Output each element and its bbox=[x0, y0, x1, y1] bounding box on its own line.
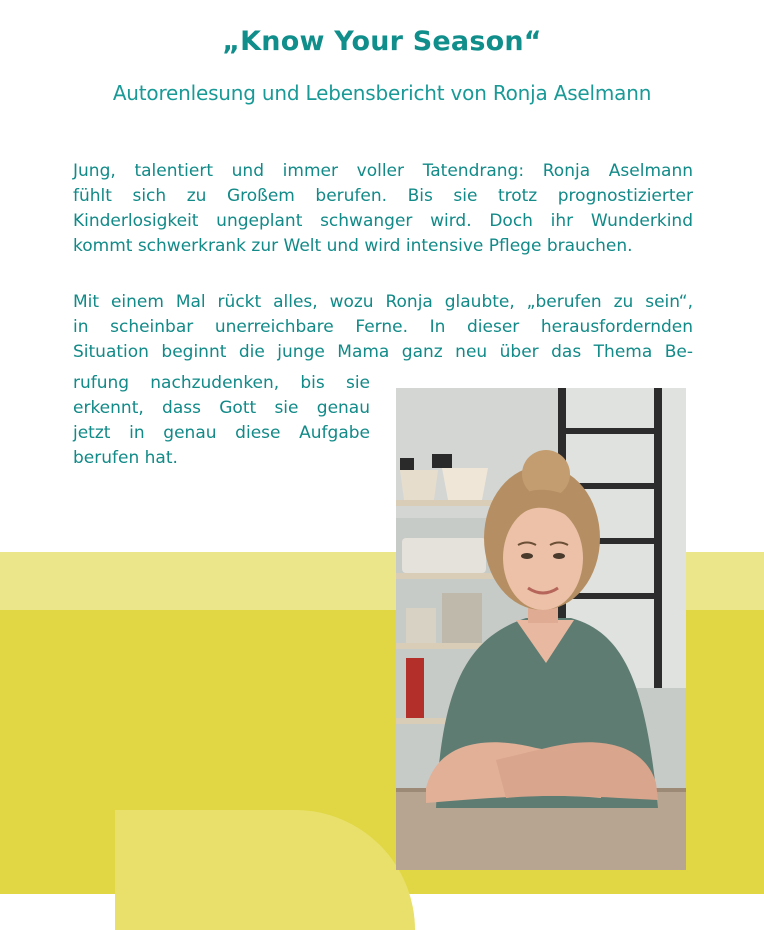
text-line: in scheinbar unerreichbare Ferne. In dieser herausfordernden bbox=[73, 317, 693, 337]
text-line: Situation beginnt die junge Mama ganz neu über das Thema Be- bbox=[73, 342, 693, 362]
page-title: „Know Your Season“ bbox=[222, 26, 542, 57]
paragraph-1 bbox=[73, 159, 693, 259]
text-line: Jung, talentiert und immer voller Tatendrang: Ronja Aselmann bbox=[73, 161, 693, 181]
text-line: erkennt, dass Gott sie genau bbox=[73, 398, 370, 418]
paragraph-2 bbox=[73, 290, 693, 365]
text-line: Mit einem Mal rückt alles, wozu Ronja glaubte, „berufen zu sein“, bbox=[73, 292, 693, 312]
text-line: berufen hat. bbox=[73, 448, 178, 468]
text-line: jetzt in genau diese Aufgabe bbox=[73, 423, 370, 443]
text-line: rufung nachzudenken, bis sie bbox=[73, 373, 370, 393]
page-subtitle: Autorenlesung und Lebensbericht von Ronja Aselmann bbox=[112, 81, 652, 105]
text-line: fühlt sich zu Großem berufen. Bis sie trotz prognostizierter bbox=[73, 186, 693, 206]
author-photo bbox=[396, 388, 686, 870]
text-line: kommt schwerkrank zur Welt und wird intensive Pflege brauchen. bbox=[73, 236, 633, 256]
text-line: Kinderlosigkeit ungeplant schwanger wird. Doch ihr Wunderkind bbox=[73, 211, 693, 231]
paragraph-2-continued bbox=[73, 371, 370, 471]
